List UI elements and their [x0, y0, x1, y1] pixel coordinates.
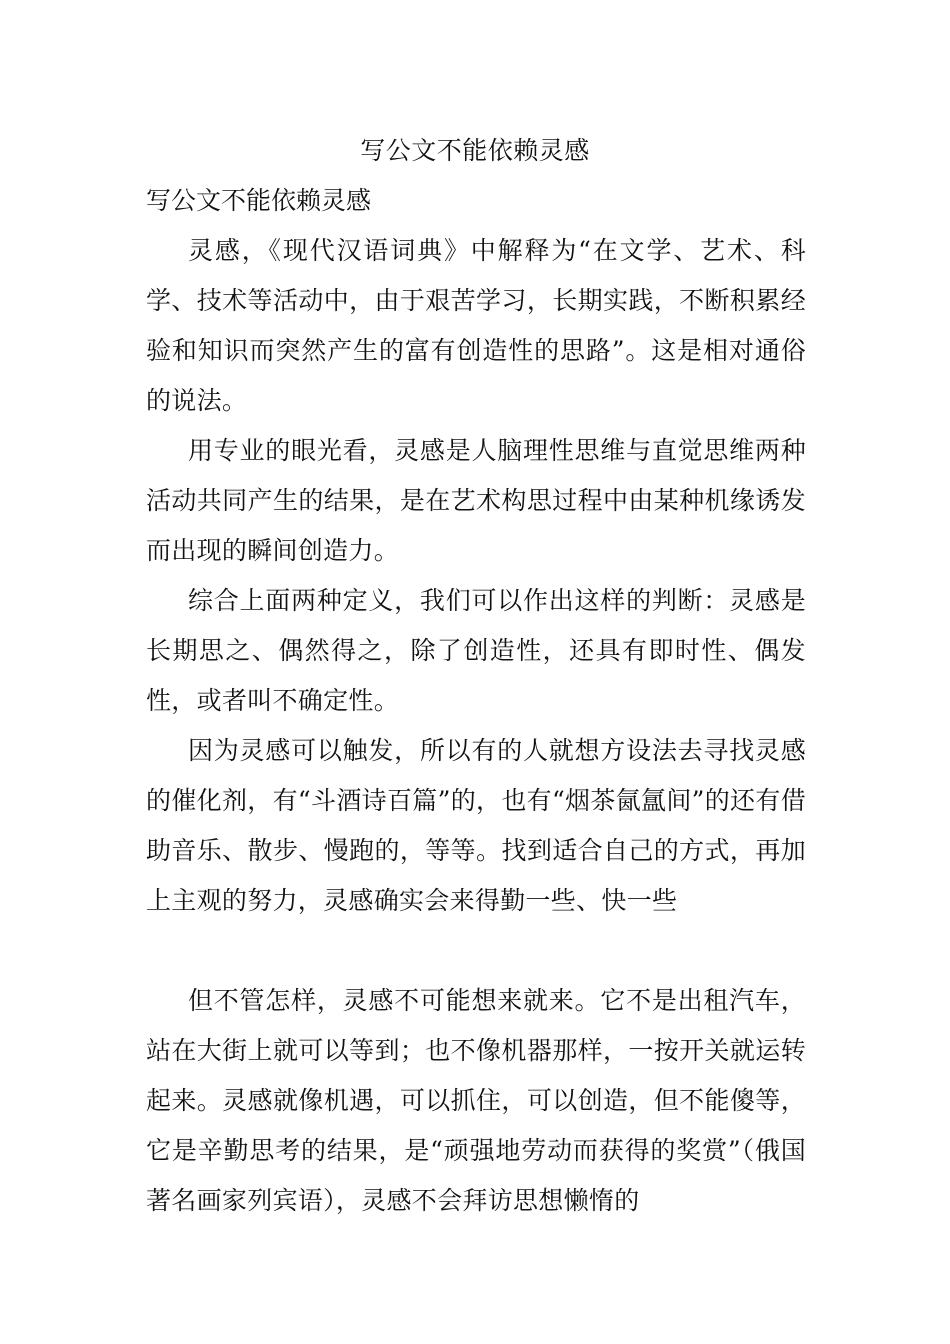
paragraph-judgment: 综合上面两种定义，我们可以作出这样的判断：灵感是长期思之、偶然得之，除了创造性，还具有即时性、偶发性，或者叫不确定性。 [146, 586, 806, 715]
paragraph-catalysts: 因为灵感可以触发，所以有的人就想方设法去寻找灵感的催化剂，有“斗酒诗百篇”的，也有“烟茶氤氲间”的还有借助音乐、散步、慢跑的，等等。找到适合自己的方式，再加上主观的努力，灵感确实会来得勤一些、快一些 [146, 736, 806, 915]
document-title: 写公文不能依赖灵感 [360, 136, 590, 165]
paragraph-definition-professional: 用专业的眼光看，灵感是人脑理性思维与直觉思维两种活动共同产生的结果，是在艺术构思过程中由某种机缘诱发而出现的瞬间创造力。 [146, 436, 806, 565]
document-subtitle: 写公文不能依赖灵感 [146, 186, 372, 215]
paragraph-cannot-wait: 但不管怎样，灵感不可能想来就来。它不是出租汽车，站在大街上就可以等到；也不像机器那样，一按开关就运转起来。灵感就像机遇，可以抓住，可以创造，但不能傻等，它是辛勤思考的结果，是“顽强地劳动而获得的奖赏”（俄国著名画家列宾语），灵感不会拜访思想懒惰的 [146, 986, 806, 1215]
paragraph-definition-dictionary: 灵感，《现代汉语词典》中解释为“在文学、艺术、科学、技术等活动中，由于艰苦学习，长期实践，不断积累经验和知识而突然产生的富有创造性的思路”。这是相对通俗的说法。 [146, 236, 806, 415]
